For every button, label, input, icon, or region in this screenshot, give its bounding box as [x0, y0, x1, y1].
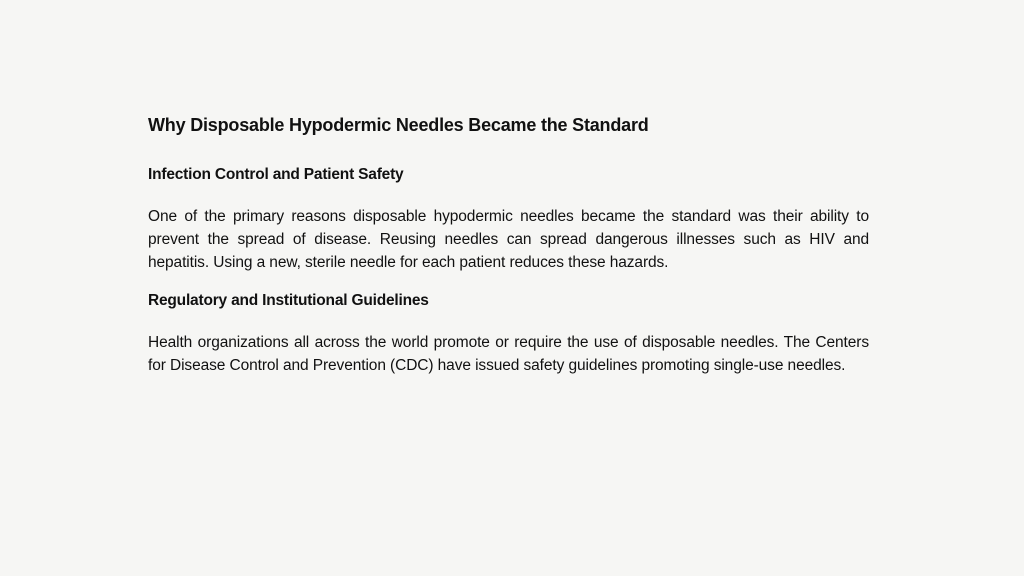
slide-content: [148, 112, 869, 377]
section-heading-infection-control: Infection Control and Patient Safety: [148, 166, 404, 183]
slide-title: Why Disposable Hypodermic Needles Became the Standard: [148, 115, 649, 135]
section-body-infection-control: One of the primary reasons disposable hypodermic needles became the standard was their ability to prevent the spread of disease. Reusing needles can spread dangerous illnesses such as HIV and hepatitis. Using a new, sterile needle for each patient reduces these hazards.: [148, 208, 869, 271]
section-body-regulatory-guidelines: Health organizations all across the world promote or require the use of disposable needles. The Centers for Disease Control and Prevention (CDC) have issued safety guidelines promoting single-use needles.: [148, 334, 869, 374]
section-heading-regulatory-guidelines: Regulatory and Institutional Guidelines: [148, 292, 429, 309]
